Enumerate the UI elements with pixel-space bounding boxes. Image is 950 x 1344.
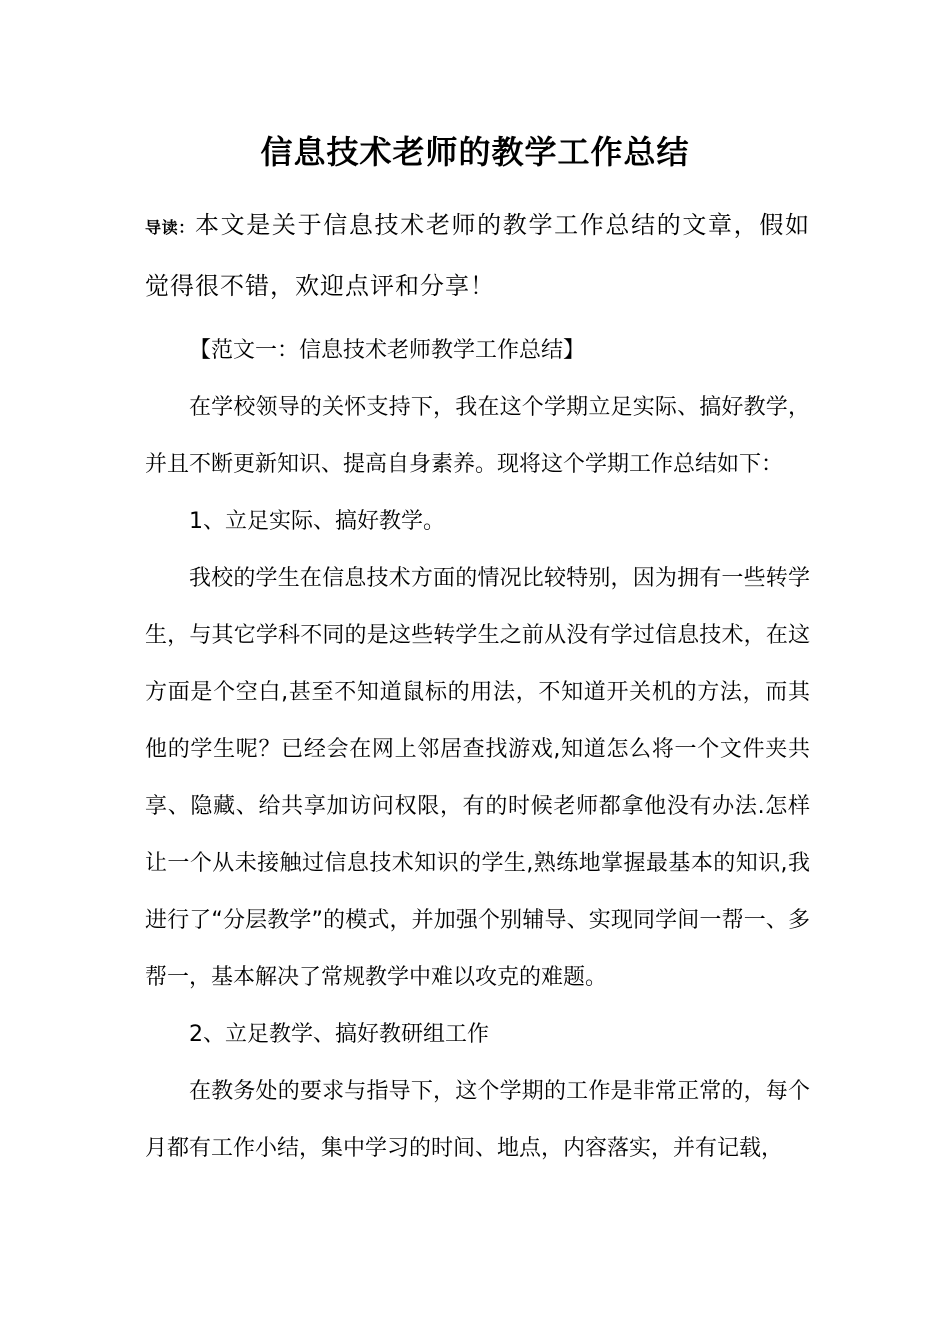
intro-paragraph: [145, 196, 810, 315]
numbered-heading: 1、立足实际、搞好教学。: [189, 509, 445, 534]
body-paragraph: 在学校领导的关怀支持下，我在这个学期立足实际、搞好教学，并且不断更新知识、提高自身素养。现将这个学期工作总结如下：: [145, 395, 810, 477]
document-title: 信息技术老师的教学工作总结: [260, 133, 690, 171]
intro-text: 本文是关于信息技术老师的教学工作总结的文章，假如觉得很不错，欢迎点评和分享！: [145, 211, 810, 300]
body-paragraph: 在教务处的要求与指导下，这个学期的工作是非常正常的，每个月都有工作小结，集中学习的时间、地点，内容落实，并有记载，: [145, 1079, 810, 1161]
intro-label: 导读：: [145, 218, 195, 237]
section-heading: 【范文一：信息技术老师教学工作总结】: [189, 338, 586, 363]
numbered-heading: 2、立足教学、搞好教研组工作: [189, 1022, 489, 1047]
document-body: [145, 322, 810, 1177]
body-paragraph: 我校的学生在信息技术方面的情况比较特别，因为拥有一些转学生，与其它学科不同的是这些转学生之前从没有学过信息技术，在这方面是个空白,甚至不知道鼠标的用法，不知道开关机的方法，而其他的学生呢？已经会在网上邻居查找游戏,知道怎么将一个文件夹共享、隐藏、给共享加访问权限，有的时候老师都拿他没有办法.怎样让一个从未接触过信息技术知识的学生,熟练地掌握最基本的知识,我进行了“分层教学”的模式，并加强个别辅导、实现同学间一帮一、多帮一，基本解决了常规教学中难以攻克的难题。: [145, 566, 810, 990]
